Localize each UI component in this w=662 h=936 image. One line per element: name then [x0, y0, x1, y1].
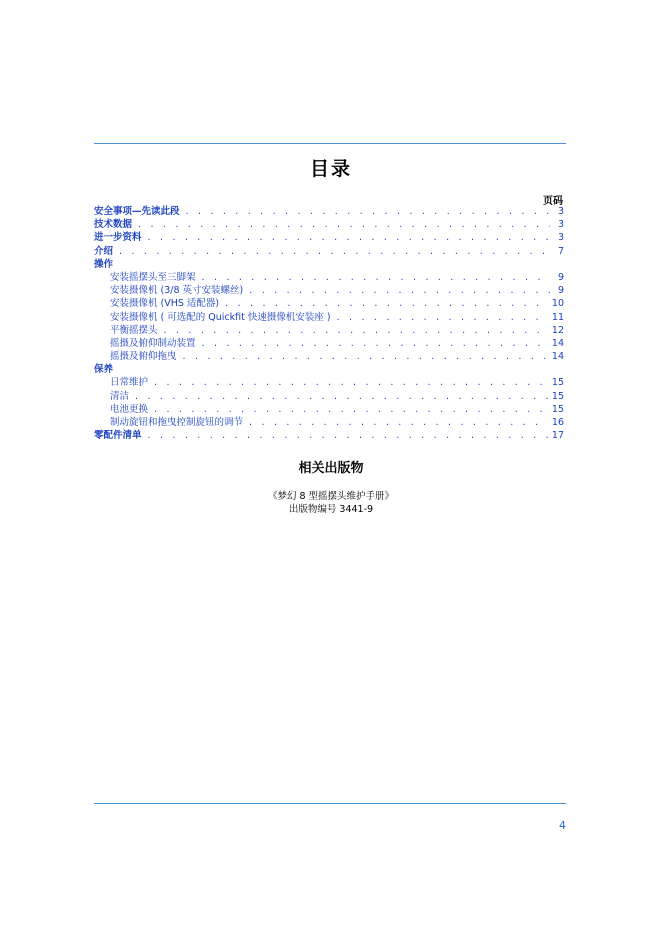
toc-entry-page: 16	[551, 417, 564, 428]
toc-dot-leader	[186, 205, 550, 218]
toc-entry-label: 安装摄像机 ( 可选配的 Quickfit 快速摄像机安装座 )	[110, 311, 331, 323]
toc-dot-leader	[148, 231, 550, 244]
toc-entry-label: 摇摄及俯仰拖曳	[110, 351, 177, 363]
toc-entry-link[interactable]	[94, 390, 564, 403]
toc-entry-page: 3	[557, 232, 564, 244]
toc-dot-leader	[138, 218, 550, 231]
toc-dot-leader	[119, 245, 550, 258]
toc-dot-leader	[154, 403, 548, 416]
toc-entry-label: 摇摄及俯仰制动装置	[110, 337, 196, 349]
toc-dot-leader	[202, 337, 548, 350]
toc-entry-link[interactable]	[94, 416, 564, 429]
toc-entry-label: 介绍	[94, 245, 114, 257]
page-column-header: 页码	[543, 196, 563, 207]
toc-dot-leader	[202, 271, 550, 284]
toc-entry-label: 电池更换	[110, 403, 149, 415]
toc-dot-leader	[337, 311, 548, 324]
toc-entry-link[interactable]	[94, 205, 564, 218]
toc-entry-page: 17	[551, 430, 564, 442]
toc-dot-leader	[154, 376, 548, 389]
page-number: 4	[559, 819, 566, 832]
toc-title: 目录	[309, 158, 352, 180]
toc-section-heading	[94, 363, 564, 376]
toc-entry-page: 10	[551, 298, 564, 310]
toc-entry-page: 14	[551, 351, 564, 363]
toc-entry-page: 9	[557, 271, 564, 283]
toc-entry-link[interactable]	[94, 231, 564, 244]
toc-entry-link[interactable]	[94, 376, 564, 389]
table-of-contents	[94, 205, 564, 442]
toc-entry-link[interactable]	[94, 218, 564, 231]
toc-entry-page: 15	[551, 377, 564, 389]
toc-entry-page: 12	[551, 324, 564, 336]
related-publications-title: 相关出版物	[298, 461, 364, 476]
toc-entry-link[interactable]	[94, 297, 564, 310]
toc-dot-leader	[225, 297, 548, 310]
toc-entry-link[interactable]	[94, 429, 564, 442]
toc-entry-link[interactable]	[94, 311, 564, 324]
toc-dot-leader	[135, 390, 548, 403]
toc-entry-label: 安全事项—先读此段	[94, 206, 180, 217]
toc-entry-label: 日常维护	[110, 377, 149, 389]
related-publication-number: 出版物编号 3441-9	[288, 504, 374, 515]
toc-entry-page: 7	[557, 245, 564, 257]
toc-entry-label: 清洁	[110, 390, 130, 402]
toc-entry-link[interactable]	[94, 337, 564, 350]
toc-entry-link[interactable]	[94, 403, 564, 416]
toc-entry-page: 14	[551, 337, 564, 349]
toc-entry-link[interactable]	[94, 271, 564, 284]
toc-entry-link[interactable]	[94, 284, 564, 297]
toc-entry-label: 安装摄像机 (3/8 英寸安装螺丝)	[110, 285, 244, 297]
toc-dot-leader	[249, 416, 548, 429]
toc-entry-label: 操作	[94, 258, 114, 270]
related-publication-name: 《梦幻 8 型摇摆头维护手册》	[267, 491, 395, 502]
toc-entry-label: 进一步资料	[94, 232, 142, 244]
top-rule	[94, 143, 566, 144]
toc-entry-page: 15	[551, 390, 564, 402]
bottom-rule	[94, 803, 566, 804]
toc-entry-link[interactable]	[94, 324, 564, 337]
toc-entry-page: 3	[557, 206, 564, 217]
toc-entry-page: 9	[557, 285, 564, 297]
toc-entry-label: 制动旋钮和拖曳控制旋钮的调节	[110, 417, 244, 428]
toc-entry-link[interactable]	[94, 245, 564, 258]
toc-dot-leader	[148, 429, 548, 442]
toc-entry-label: 平衡摇摆头	[110, 324, 158, 336]
toc-dot-leader	[164, 324, 548, 337]
toc-entry-page: 11	[551, 311, 564, 323]
toc-entry-label: 安装摄像机 (VHS 适配器)	[110, 298, 220, 310]
toc-entry-page: 15	[551, 403, 564, 415]
toc-entry-label: 技术数据	[94, 219, 133, 231]
toc-entry-link[interactable]	[94, 350, 564, 363]
toc-entry-page: 3	[557, 219, 564, 231]
toc-dot-leader	[249, 284, 550, 297]
toc-dot-leader	[183, 350, 548, 363]
toc-entry-label: 安装摇摆头至三脚架	[110, 271, 196, 283]
toc-section-heading	[94, 258, 564, 271]
toc-entry-label: 保养	[94, 364, 114, 376]
toc-entry-label: 零配件清单	[94, 430, 142, 442]
